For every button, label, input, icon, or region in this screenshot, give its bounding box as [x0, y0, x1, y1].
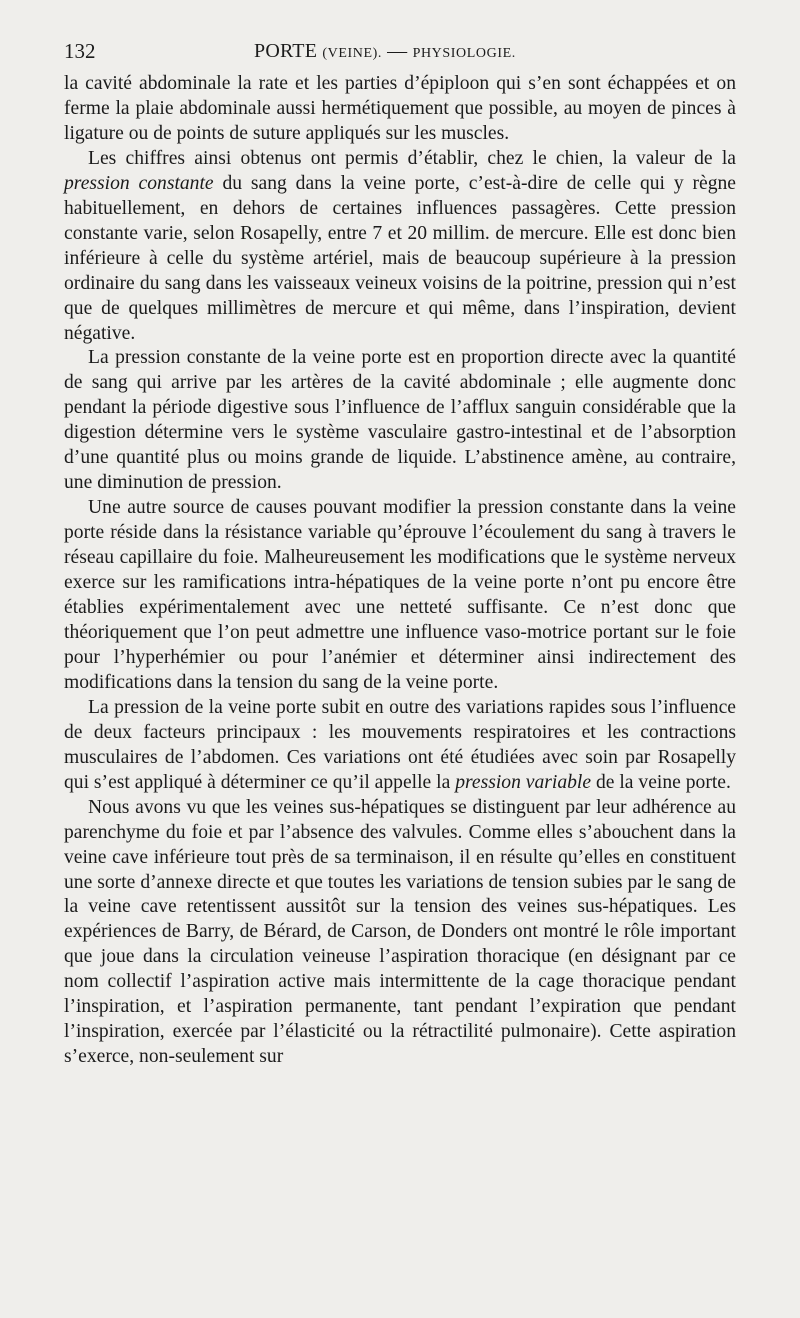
running-title-section: PHYSIOLOGIE.: [412, 46, 516, 61]
text-run: Une autre source de causes pouvant modifier la pression constante dans la veine porte réside dans la résistance variable qu’éprouve l’écoulement du sang à travers le réseau capillaire du foie. Malheureusement les modifications que le système nerveux exerce sur les ramifications intra-hépatiques de la veine porte n’ont pu encore être établies expérimentalement avec une netteté suffisante. Ce n’est donc que théoriquement que l’on peut admettre une influence vaso-motrice portant sur le foie pour l’hyperhémier ou pour l’anémier et déterminer ainsi indirectement des modifications dans la tension du sang de la veine porte.: [64, 497, 736, 693]
paragraph: [64, 346, 736, 496]
italic-term: pression constante: [64, 172, 214, 194]
running-title-main: PORTE: [254, 40, 318, 62]
paragraph: [64, 696, 736, 796]
running-title: [254, 36, 516, 69]
italic-term: pression variable: [455, 771, 592, 793]
text-run: du sang dans la veine porte, c’est-à-dire de celle qui y règne habituellement, en dehors de certaines influences passagères. Cette pression constante varie, selon Rosapelly, entre 7 et 20 millim. de mercure. Elle est donc bien inférieure à celle du système artériel, mais de beaucoup supérieure à la pression ordinaire du sang dans les vaisseaux veineux voisins de la poitrine, pression qui n’est que de quelques millimètres de mercure et qui même, dans l’inspiration, devient négative.: [64, 172, 736, 344]
text-run: la cavité abdominale la rate et les parties d’épiploon qui s’en sont échappées et on ferme la plaie abdominale aussi hermétiquement que possible, au moyen de pinces à ligature ou de points de suture appliqués sur les muscles.: [64, 73, 736, 144]
paragraph: [64, 147, 736, 347]
text-run: de la veine porte.: [591, 771, 731, 793]
running-title-dash: —: [387, 40, 408, 62]
paragraph: [64, 496, 736, 696]
body-text: [64, 72, 736, 1070]
page-number: 132: [64, 39, 96, 63]
paragraph: [64, 72, 736, 147]
running-header: [64, 36, 736, 66]
paragraph: [64, 796, 736, 1070]
text-run: Les chiffres ainsi obtenus ont permis d’établir, chez le chien, la valeur de la: [88, 147, 736, 169]
text-run: La pression constante de la veine porte est en proportion directe avec la quantité de sang qui arrive par les artères de la cavité abdominale ; elle augmente donc pendant la période digestive sous l’influence de l’afflux sanguin considérable que la digestion détermine vers le système vasculaire gastro-intestinal et de l’absorption d’une quantité plus ou moins grande de liquide. L’abstinence amène, au contraire, une diminution de pression.: [64, 347, 736, 494]
running-title-paren: (VEINE).: [322, 46, 382, 61]
text-run: Nous avons vu que les veines sus-hépatiques se distinguent par leur adhérence au parenchyme du foie et par l’absence des valvules. Comme elles s’abouchent dans la veine cave inférieure tout près de sa terminaison, il en résulte qu’elles en constituent une sorte d’annexe directe et que toutes les variations de tension subies par le sang de la veine cave retentissent aussitôt sur la tension des veines sus-hépatiques. Les expériences de Barry, de Bérard, de Carson, de Donders ont montré le rôle important que joue dans la circulation veineuse l’aspiration thoracique (en désignant par ce nom collectif l’aspiration active mais intermittente de la cage thoracique pendant l’inspiration, et l’aspiration permanente, tant pendant l’expiration que pendant l’inspiration, exercée par l’élasticité ou la rétractilité pulmonaire). Cette aspiration s’exerce, non-seulement sur: [64, 796, 736, 1068]
text-run: La pression de la veine porte subit en outre des variations rapides sous l’influence de deux facteurs principaux : les mouvements respiratoires et les contractions musculaires de l’abdomen. Ces variations ont été étudiées avec soin par Rosapelly qui s’est appliqué à déterminer ce qu’il appelle la: [64, 696, 736, 793]
